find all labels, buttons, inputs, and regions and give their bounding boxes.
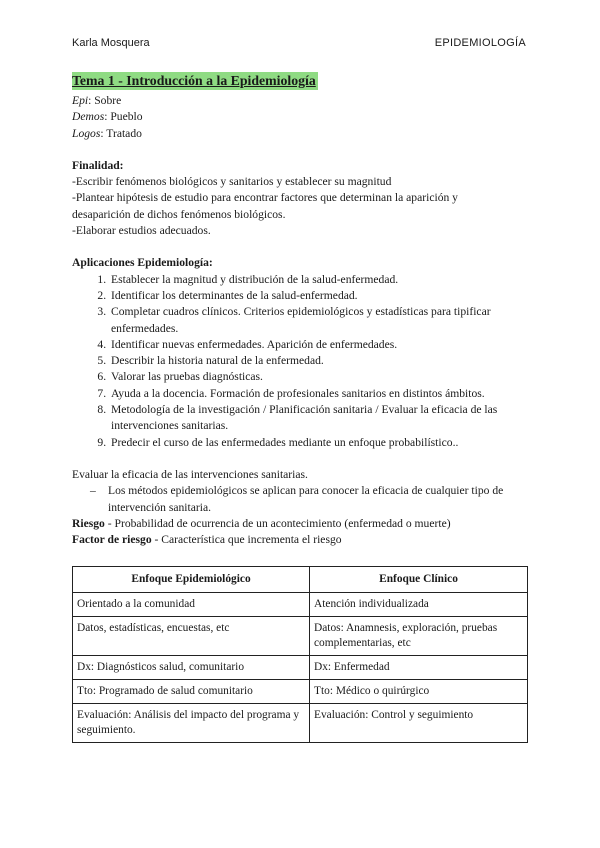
document-body	[72, 72, 532, 548]
list-item: 3. Completar cuadros clínicos. Criterios epidemiológicos y estadísticas para tipificar enfermedades.	[109, 304, 532, 337]
list-item: 6. Valorar las pruebas diagnósticas.	[109, 369, 532, 385]
etymology-term: Demos	[72, 110, 105, 124]
table-header-epidemiologico: Enfoque Epidemiológico	[73, 567, 310, 593]
definition-text: - Probabilidad de ocurrencia de un acontecimiento (enfermedad o muerte)	[104, 516, 451, 530]
definition-term: Riesgo	[72, 516, 105, 530]
table-cell: Evaluación: Análisis del impacto del programa y seguimiento.	[73, 704, 310, 743]
table-row	[73, 593, 528, 617]
list-item: 2. Identificar los determinantes de la salud-enfermedad.	[109, 288, 532, 304]
etymology-term: Logos	[72, 126, 101, 140]
aplicaciones-list	[72, 272, 532, 451]
finalidad-heading: Finalidad:	[72, 158, 124, 172]
table-row	[73, 617, 528, 656]
definition-term: Factor de riesgo	[72, 533, 152, 547]
list-item	[90, 483, 532, 516]
list-item: 8. Metodología de la investigación / Planificación sanitaria / Evaluar la eficacia de las intervenciones sanitarias.	[109, 402, 532, 435]
definition-riesgo	[72, 516, 532, 532]
etymology-meaning: Sobre	[94, 94, 122, 107]
finalidad-line: -Escribir fenómenos biológicos y sanitarios y establecer su magnitud	[72, 175, 392, 189]
bullet-text: Los métodos epidemiológicos se aplican para conocer la eficacia de cualquier tipo de intervención sanitaria.	[108, 484, 504, 514]
dash-marker: –	[90, 484, 96, 498]
aplicaciones-heading: Aplicaciones Epidemiología:	[72, 256, 213, 270]
evaluar-bullets	[72, 483, 532, 516]
table-header-row	[73, 567, 528, 593]
table-cell: Tto: Médico o quirúrgico	[310, 680, 528, 704]
page-title: Tema 1 - Introducción a la Epidemiología	[72, 73, 316, 88]
table-cell: Datos: Anamnesis, exploración, pruebas complementarias, etc	[310, 617, 528, 656]
definitions	[72, 516, 532, 549]
table-header-clinico: Enfoque Clínico	[310, 567, 528, 593]
definition-factor-riesgo	[72, 532, 532, 548]
table-cell: Evaluación: Control y seguimiento	[310, 704, 528, 743]
etymology-item: Logos: Tratado	[72, 126, 142, 140]
finalidad-section	[72, 158, 532, 239]
table-cell: Datos, estadísticas, encuestas, etc	[73, 617, 310, 656]
header-subject: EPIDEMIOLOGÍA	[434, 37, 526, 49]
table-row	[73, 704, 528, 743]
header-author: Karla Mosquera	[72, 37, 150, 49]
etymology-list	[72, 93, 532, 142]
table-row	[73, 680, 528, 704]
evaluar-section	[72, 467, 532, 516]
definition-text: - Característica que incrementa el riesgo	[151, 533, 342, 547]
list-item: 9. Predecir el curso de las enfermedades mediante un enfoque probabilístico..	[109, 435, 532, 451]
table-row	[73, 656, 528, 680]
table-cell: Dx: Enfermedad	[310, 656, 528, 680]
etymology-meaning: Pueblo	[110, 110, 143, 124]
list-item: 7. Ayuda a la docencia. Formación de profesionales sanitarios en distintos ámbitos.	[109, 386, 532, 402]
finalidad-line: -Elaborar estudios adecuados.	[72, 224, 211, 238]
etymology-meaning: Tratado	[106, 126, 142, 140]
finalidad-line: desaparición de dichos fenómenos biológicos.	[72, 207, 286, 221]
list-item: 5. Describir la historia natural de la enfermedad.	[109, 353, 532, 369]
table-cell: Atención individualizada	[310, 593, 528, 617]
aplicaciones-section	[72, 255, 532, 451]
list-item: 4. Identificar nuevas enfermedades. Aparición de enfermedades.	[109, 337, 532, 353]
finalidad-line: -Plantear hipótesis de estudio para encontrar factores que determinan la aparición y	[72, 191, 458, 205]
table-cell: Dx: Diagnósticos salud, comunitario	[73, 656, 310, 680]
etymology-item: Demos: Pueblo	[72, 110, 143, 124]
comparison-table	[72, 566, 528, 743]
list-item: 1. Establecer la magnitud y distribución de la salud-enfermedad.	[109, 272, 532, 288]
table-cell: Orientado a la comunidad	[73, 593, 310, 617]
table-cell: Tto: Programado de salud comunitario	[73, 680, 310, 704]
etymology-item: Epi: Sobre	[72, 94, 122, 107]
evaluar-text: Evaluar la eficacia de las intervenciones sanitarias.	[72, 467, 308, 481]
etymology-term: Epi	[72, 94, 89, 107]
